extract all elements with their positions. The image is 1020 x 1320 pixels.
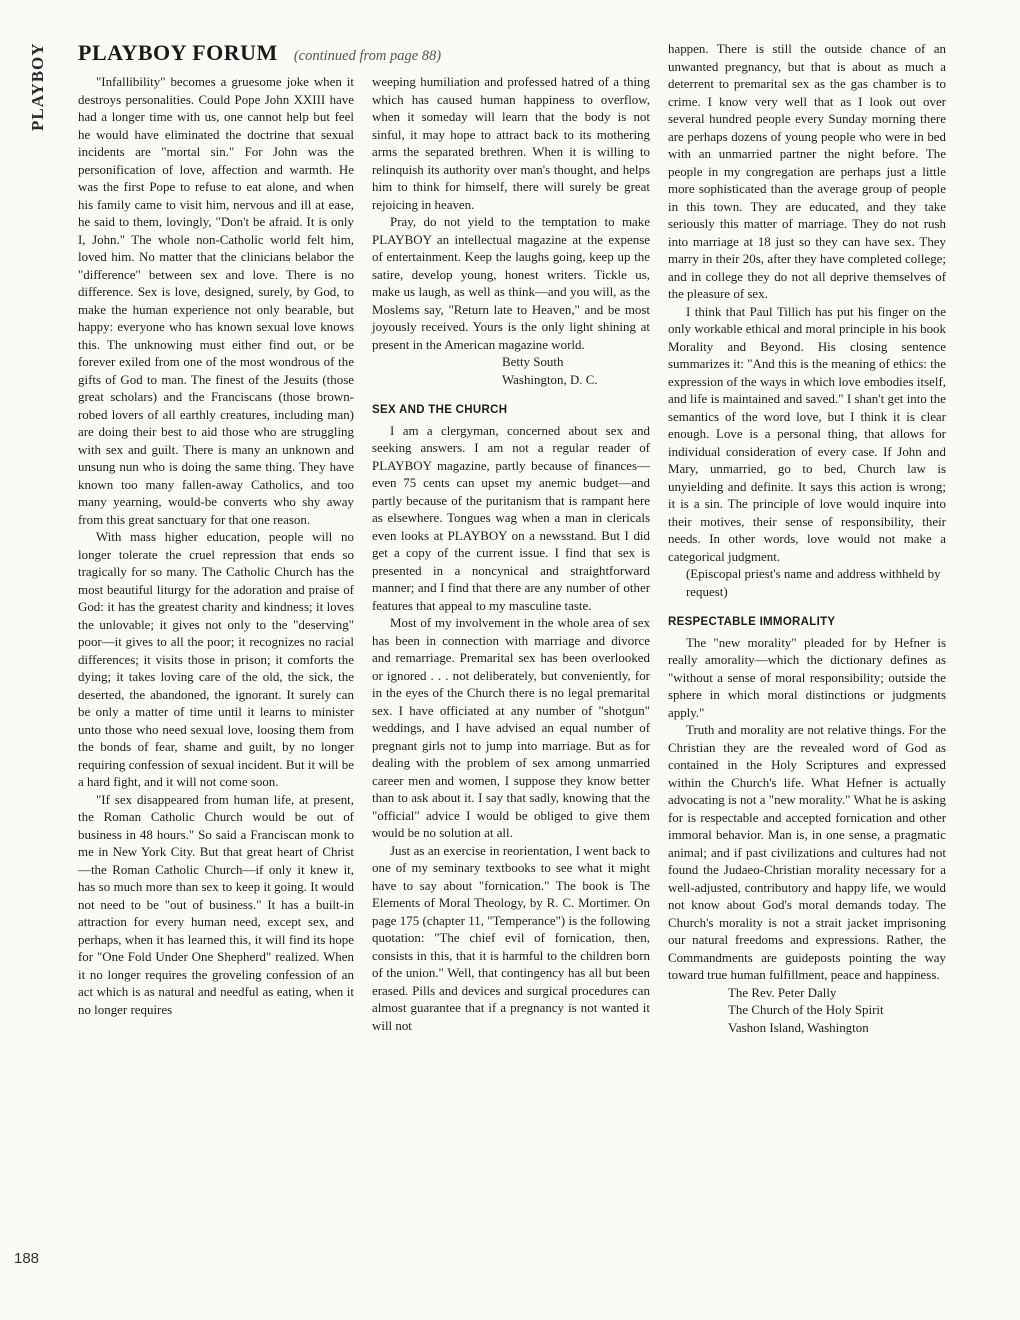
- continued-note: (continued from page 88): [293, 48, 442, 64]
- column-1: [78, 73, 354, 1018]
- page-header: [78, 40, 638, 66]
- column-3: [668, 40, 946, 1036]
- paragraph: Most of my involvement in the whole area of sex has been in connection with marriage and divorce and remarriage. Premarital sex has been overlooked or ignored . . . not deliberately, but conveniently, for in the eyes of the Church there is no legal premarital sex. I have officiated at any number of "shotgun" weddings, and I have advised an equal number of pregnant girls not to jump into marriage. But as for dealing with the problem of sex among unmarried career men and women, I suppose they know better than to ask about it. I say that sadly, knowing that the "official" advice I would be obliged to give them would be no solution at all.: [372, 615, 650, 840]
- section-heading: RESPECTABLE IMMORALITY: [668, 616, 836, 628]
- paragraph: Pray, do not yield to the temptation to make PLAYBOY an intellectual magazine at the expense of entertainment. Keep the laughs going, keep up the satire, develop young, honest writers. Tickle us, make us laugh, as well as think—and you will, as the Moslems say, "Return late to Heaven," and be most joyously received. Yours is the only light shining at present in the American magazine world.: [372, 214, 650, 352]
- paragraph: I am a clergyman, concerned about sex and seeking answers. I am not a regular reader of PLAYBOY magazine, partly because of finances—even 75 cents can upset my anemic budget—and partly because of the puritanism that is rampant here as elsewhere. Tongues wag when a man in clericals even looks at PLAYBOY on a newsstand. But I did get a copy of the current issue. I find that sex is presented in a noncynical and straightforward manner; and I find that there are any number of other features that appeal to my masculine taste.: [372, 422, 650, 613]
- paragraph: I think that Paul Tillich has put his finger on the only workable ethical and moral principle in his book Morality and Beyond. His closing sentence summarizes it: "And this is the meaning of ethics: the expression of the ways in which love embodies itself, and life is maintained and saved." I shan't get into the semantics of the word love, but I think it is clear enough. Love is a personal thing, that allows for individual consideration of every case. If John and Mary, unmarried, go to bed, Church law is unyielding and definite. It says this action is wrong; it is a sin. The principle of love would inquire into their motives, their sense of responsibility, their needs. In other words, love would not make a categorical judgment.: [668, 303, 946, 564]
- column-2: [372, 73, 650, 1034]
- page-number: 188: [14, 1250, 40, 1267]
- signature-name: Betty South: [502, 354, 564, 369]
- signature-place: Washington, D. C.: [502, 371, 598, 387]
- signature-line: Vashon Island, Washington: [728, 1019, 869, 1035]
- section-heading: SEX AND THE CHURCH: [372, 404, 508, 416]
- forum-title: PLAYBOY FORUM: [78, 40, 278, 65]
- paragraph: With mass higher education, people will no longer tolerate the cruel repression that ends so tragically for so many. The Catholic Church has the most beautiful liturgy for the adoration and praise of God: it has the greatest charity and kindness; it loves the unlovable; it gives not only to the "deserving" poor—it gives to all the poor; it recognizes no racial differences; it visits those in prison; it comforts the dying; it takes loving care of the old, the sick, the deserted, the abandoned, the ignorant. It surely can be only a matter of time until it learns to minister unto those who need sexual love, loosing them from the bonds of fear, shame and guilt, by no longer requiring confession of sexual incident. But it will be a hard fight, and it will not come soon.: [78, 529, 354, 789]
- paragraph: happen. There is still the outside chance of an unwanted pregnancy, but that is about as much a deterrent to premarital sex as the gas chamber is to crime. I know very well that as I look out over several hundred people every Sunday morning there are perhaps dozens of young people who were in bed with an unmarried partner the night before. The people in my congregation are perhaps just a little more sophisticated than the average group of people in this town. They are educated, and they take seriously this matter of marriage. They do not rush into marriage at 18 just so they can have sex. They marry in their 20s, after they have completed college; and in college they do not all deprive themselves of the pleasure of sex.: [668, 41, 946, 301]
- paragraph: Just as an exercise in reorientation, I went back to one of my seminary textbooks to see what it might have to say about "fornication." The book is The Elements of Moral Theology, by R. C. Mortimer. On page 175 (chapter 11, "Temperance") is the following quotation: "The chief evil of fornication, then, consists in this, that it is harmful to the children born of the union." Well, that contingency has all but been erased. Pills and devices and surgical procedures can almost guarantee that if a pregnancy is not wanted it will not: [372, 842, 650, 1033]
- paragraph: "Infallibility" becomes a gruesome joke when it destroys personalities. Could Pope John XXIII have had a longer time with us, one cannot help but feel he would have eliminated the doctrine that sexual incidents are "mortal sin." For John was the personification of love, affection and warmth. He was the first Pope to refuse to eat alone, and when his family came to visit him, nervous and ill at ease, he said to them, lovingly, "Don't be afraid. It is only I, John." The whole non-Catholic world felt him, loved him. No matter that the clinicians belabor the "difference" between sex and love. There is no difference. Sex is love, designed, surely, by God, to make the human experience not only bearable, but happy: everyone who has known sexual love knows this. The unknowing must either find out, or be forever exiled from one of the most wondrous of the gifts of God to man. The finest of the Jesuits (those great scholars) and the Franciscans (those brown-robed lovers of all earthly creatures, including man) are doing their best to aid those who are struggling with sex and guilt. There is many an unknown and unsung nun who is doing the same thing. They have known too many fallen-away Catholics, and too many yearning, would-be converts who shy away from this great sanctuary for that one reason.: [78, 74, 354, 527]
- signature-name: The Rev. Peter Dally: [728, 984, 837, 1000]
- paragraph: "If sex disappeared from human life, at present, the Roman Catholic Church would be out of business in 48 hours." So said a Franciscan monk to me in New York City. But that great heart of Christ —the Roman Catholic Church—if only it knew it, has so much more than sex to keep it going. It would not need to be "out of business." It has a built-in attraction for every human need, except sex, and perhaps, when it has learned this, it will find its hope for "One Fold Under One Shepherd" realized. When it no longer requires the groveling confession of an act which is as natural and needful as eating, when it no longer requires: [78, 791, 354, 1017]
- withheld-note: (Episcopal priest's name and address withheld by request): [686, 566, 941, 599]
- paragraph: The "new morality" pleaded for by Hefner is really amorality—which the dictionary defines as "without a sense of moral responsibility; outside the sphere in which moral distinctions or judgments apply.": [668, 634, 946, 720]
- paragraph: weeping humiliation and professed hatred of a thing which has caused human happiness to overflow, when it someday will learn that the body is not sinful, it may hope to attract back to its mothering arms the separated brethren. When it is willing to relinquish its authority over man's thought, and helps him to think for himself, there will surely be great rejoicing in heaven.: [372, 74, 650, 212]
- paragraph: Truth and morality are not relative things. For the Christian they are the revealed word of God as contained in the Holy Scriptures and expressed within the Church's life. What Hefner is actually advocating is not a "new morality." What he is asking for is respectable and accepted fornication and other immoral behavior. Man is, in one sense, a pragmatic animal; and if past civilizations and cultures had not found the Judaeo-Christian morality necessary for a well-adjusted, contributory and happy life, we would not know about God's moral demands today. The Church's morality is not a strait jacket imprisoning our natural freedoms and expressions. Rather, the Commandments are guideposts pointing the way toward true human fulfillment, peace and happiness.: [668, 722, 946, 982]
- signature-line: The Church of the Holy Spirit: [728, 1002, 884, 1017]
- magazine-side-label: PLAYBOY: [28, 42, 47, 131]
